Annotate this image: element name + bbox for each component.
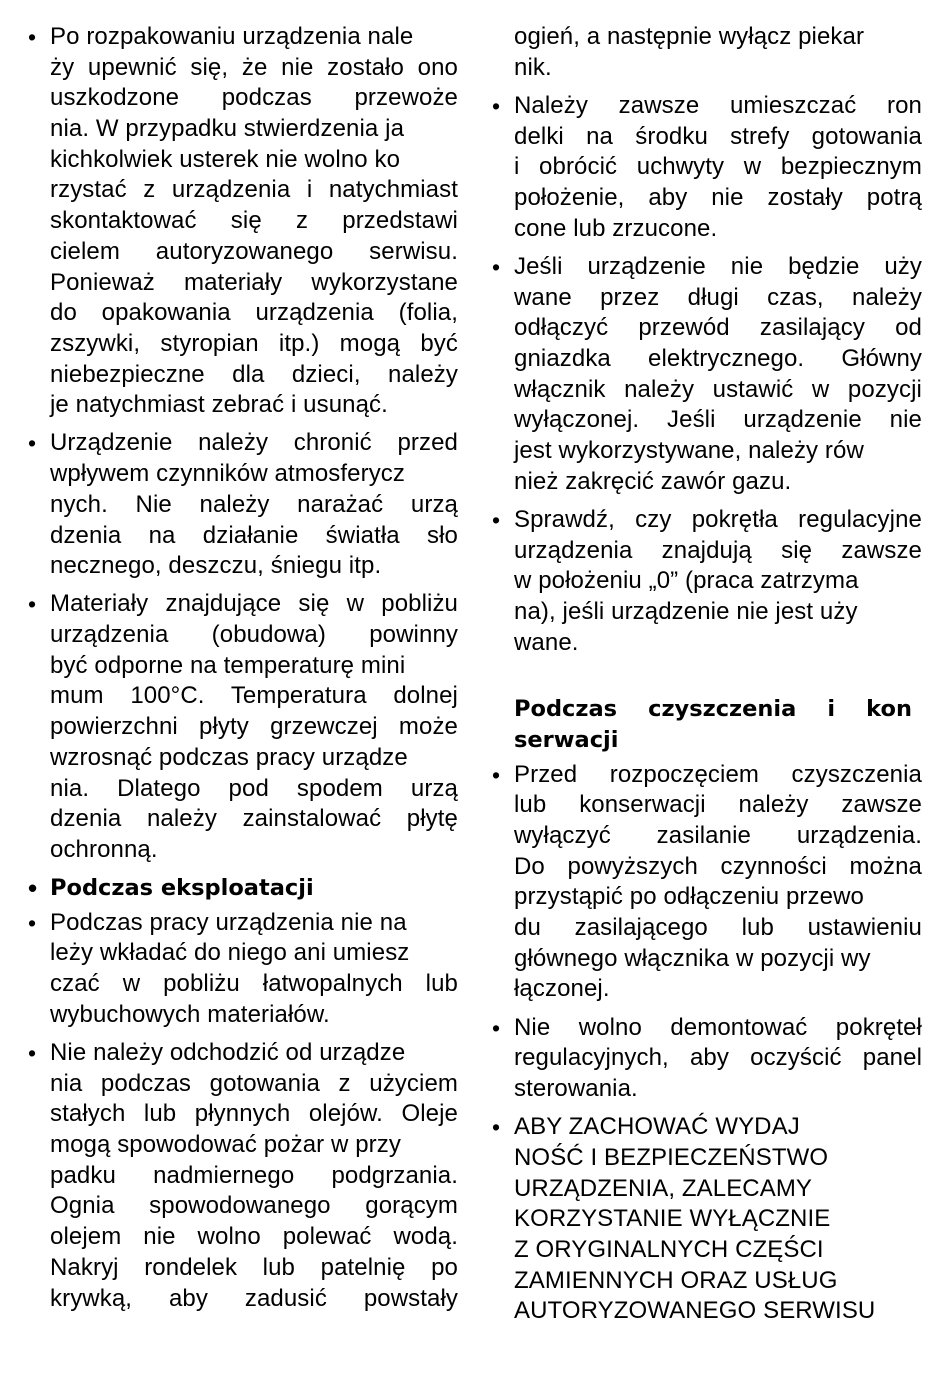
- text-line: kichkolwiek usterek nie wolno ko: [50, 145, 401, 173]
- text-line: wyłączyć zasilanie urządzenia.: [514, 822, 922, 849]
- text-line: olejem nie wolno polewać wodą.: [50, 1223, 458, 1251]
- text-line: nież zakręcić zawór gazu.: [514, 467, 792, 495]
- list-item: [28, 589, 458, 865]
- text-line: powierzchni płyty grzewczej może: [50, 713, 458, 741]
- section-heading: [492, 694, 922, 755]
- text-line: ABY ZACHOWAĆ WYDAJ: [514, 1113, 800, 1141]
- text-line: łączonej.: [514, 975, 610, 1003]
- bullet-icon: •: [28, 1040, 37, 1066]
- text-line: URZĄDZENIA, ZALECAMY: [514, 1174, 813, 1202]
- list-item: [492, 760, 922, 1006]
- text-line: Materiały znajdujące się w pobliżu: [50, 590, 458, 618]
- text-line: ogień, a następnie wyłącz piekar: [514, 23, 865, 50]
- heading-text: serwacji: [514, 726, 619, 753]
- text-line: stałych lub płynnych olejów. Oleje: [50, 1100, 458, 1128]
- text-line: cielem autoryzowanego serwisu.: [50, 237, 458, 265]
- text-line: Należy zawsze umieszczać ron: [514, 91, 922, 119]
- text-line: krywką, aby zadusić powstały: [50, 1284, 458, 1312]
- text-line: du zasilającego lub ustawieniu: [514, 914, 922, 942]
- text-line: wyłączonej. Jeśli urządzenie nie: [514, 406, 922, 434]
- bullet-icon: •: [492, 1014, 501, 1041]
- text-line: Podczas pracy urządzenia nie na: [50, 908, 407, 936]
- text-line: lub konserwacji należy zawsze: [514, 791, 922, 819]
- bullet-icon: •: [28, 873, 38, 904]
- heading-text: Podczas czyszczenia i kon: [514, 696, 912, 723]
- text-line: leży wkładać do niego ani umiesz: [50, 939, 410, 967]
- text-line: zszywki, styropian itp.) mogą być: [50, 329, 458, 357]
- heading-text: Podczas eksploatacji: [50, 875, 314, 902]
- text-line: dzenia należy zainstalować płytę: [50, 805, 458, 833]
- text-line: w położeniu „0” (praca zatrzyma: [514, 567, 859, 595]
- text-line: gniazdka elektrycznego. Główny: [514, 344, 922, 372]
- text-line: Po rozpakowaniu urządzenia nale: [50, 23, 414, 50]
- text-line: necznego, deszczu, śniegu itp.: [50, 552, 382, 580]
- text-line: cone lub zrzucone.: [514, 214, 718, 242]
- bullet-icon: •: [492, 253, 501, 280]
- list-item: [28, 908, 458, 1031]
- bullet-icon: •: [28, 430, 37, 457]
- text-line: wybuchowych materiałów.: [50, 1000, 330, 1028]
- bullet-icon: •: [28, 591, 37, 618]
- list-item: [492, 1112, 922, 1327]
- bullet-icon: •: [28, 909, 37, 936]
- text-line: Ponieważ materiały wykorzystane: [50, 268, 458, 296]
- text-line: położenie, aby nie zostały potrą: [514, 183, 922, 211]
- text-line: nych. Nie należy narażać urzą: [50, 490, 458, 518]
- list-item: [492, 252, 922, 498]
- bullet-icon: •: [28, 24, 37, 50]
- list-item: [492, 1013, 922, 1105]
- text-line: skontaktować się z przedstawi: [50, 207, 458, 235]
- text-line: uszkodzone podczas przewoże: [50, 84, 458, 112]
- list-item-continuation: [492, 22, 922, 83]
- list-item: [492, 91, 922, 244]
- text-line: czać w pobliżu łatwopalnych lub: [50, 970, 458, 998]
- text-line: wane przez długi czas, należy: [514, 283, 922, 311]
- text-line: ży upewnić się, że nie zostało ono: [50, 53, 458, 81]
- text-line: urządzenia (obudowa) powinny: [50, 621, 458, 649]
- text-line: mum 100°C. Temperatura dolnej: [50, 682, 458, 710]
- bullet-icon: •: [492, 761, 501, 788]
- text-line: na), jeśli urządzenie nie jest uży: [514, 597, 858, 625]
- text-line: NOŚĆ I BEZPIECZEŃSTWO: [514, 1143, 829, 1171]
- text-line: Urządzenie należy chronić przed: [50, 429, 458, 457]
- text-line: Sprawdź, czy pokrętła regulacyjne: [514, 505, 922, 533]
- text-line: wzrosnąć podczas pracy urządze: [50, 743, 408, 771]
- list-item: [28, 428, 458, 581]
- section-heading: [28, 873, 458, 904]
- text-line: być odporne na temperaturę mini: [50, 651, 406, 679]
- text-line: niebezpieczne dla dzieci, należy: [50, 360, 458, 388]
- text-line: AUTORYZOWANEGO SERWISU: [514, 1297, 876, 1325]
- text-line: Ognia spowodowanego gorącym: [50, 1192, 458, 1220]
- bullet-icon: •: [492, 92, 501, 119]
- text-line: nia podczas gotowania z użyciem: [50, 1069, 458, 1097]
- text-line: Jeśli urządzenie nie będzie uży: [514, 252, 922, 280]
- text-line: je natychmiast zebrać i usunąć.: [50, 391, 388, 419]
- text-line: KORZYSTANIE WYŁĄCZNIE: [514, 1205, 831, 1233]
- text-line: przystąpić po odłączeniu przewo: [514, 883, 864, 911]
- text-line: delki na środku strefy gotowania: [514, 122, 922, 150]
- list-item: [28, 1038, 458, 1314]
- text-line: głównego włącznika w pozycji wy: [514, 944, 871, 972]
- text-line: Do powyższych czynności można: [514, 852, 922, 880]
- text-line: do opakowania urządzenia (folia,: [50, 299, 458, 327]
- text-line: odłączyć przewód zasilający od: [514, 314, 922, 342]
- text-line: ochronną.: [50, 835, 158, 863]
- bullet-icon: •: [492, 506, 501, 533]
- text-line: Nie wolno demontować pokręteł: [514, 1013, 922, 1041]
- text-line: i obrócić uchwyty w bezpiecznym: [514, 153, 922, 181]
- text-line: mogą spowodować pożar w przy: [50, 1131, 401, 1159]
- text-line: nia. Dlatego pod spodem urzą: [50, 774, 458, 802]
- bullet-icon: •: [492, 1114, 501, 1141]
- text-line: Z ORYGINALNYCH CZĘŚCI: [514, 1235, 824, 1263]
- text-line: jest wykorzystywane, należy rów: [514, 436, 864, 464]
- text-line: sterowania.: [514, 1075, 638, 1102]
- list-item: [28, 22, 458, 421]
- list-item: [492, 505, 922, 658]
- text-line: wane.: [514, 628, 579, 656]
- text-line: urządzenia znajdują się zawsze: [514, 536, 922, 564]
- text-line: rzystać z urządzenia i natychmiast: [50, 176, 458, 204]
- left-column: [28, 22, 458, 1314]
- text-line: Przed rozpoczęciem czyszczenia: [514, 760, 922, 788]
- text-line: regulacyjnych, aby oczyścić panel: [514, 1044, 922, 1072]
- text-line: nia. W przypadku stwierdzenia ja: [50, 115, 405, 143]
- text-line: ZAMIENNYCH ORAZ USŁUG: [514, 1266, 838, 1294]
- text-line: padku nadmiernego podgrzania.: [50, 1161, 458, 1189]
- text-line: włącznik należy ustawić w pozycji: [514, 375, 922, 403]
- text-line: Nie należy odchodzić od urządze: [50, 1039, 406, 1066]
- right-column: [492, 22, 922, 1327]
- text-line: nik.: [514, 53, 552, 81]
- text-line: dzenia na działanie światła sło: [50, 521, 458, 549]
- text-line: wpływem czynników atmosferycz: [50, 460, 405, 488]
- text-line: Nakryj rondelek lub patelnię po: [50, 1253, 458, 1281]
